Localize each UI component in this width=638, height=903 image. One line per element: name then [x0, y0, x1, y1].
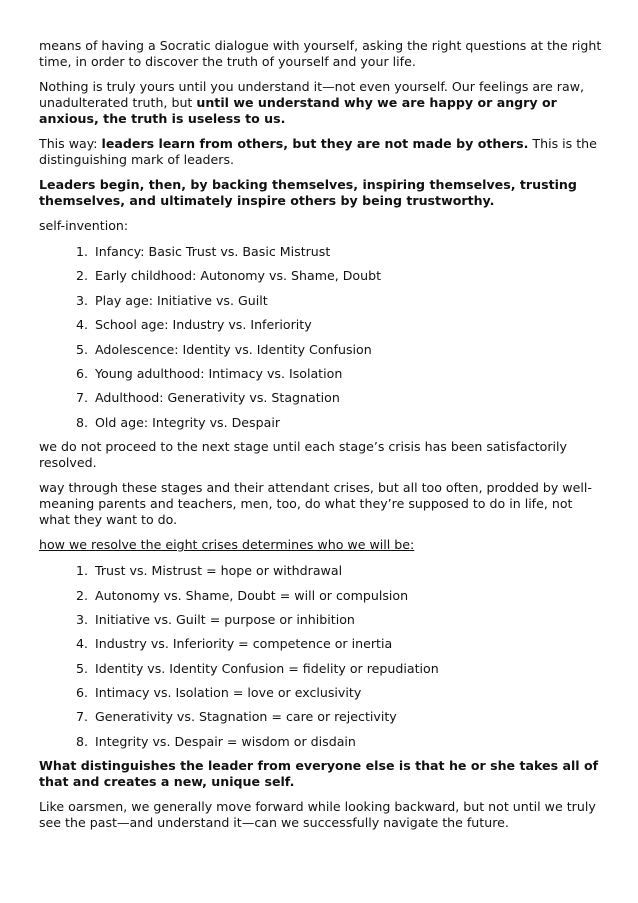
list-item: [76, 685, 605, 701]
paragraph-text: we do not proceed to the next stage until each stage’s crisis has been satisfactorily resolved.: [39, 439, 567, 471]
list-item-text: Young adulthood: Intimacy vs. Isolation: [95, 365, 343, 381]
list-item-text: Infancy: Basic Trust vs. Basic Mistrust: [95, 244, 331, 259]
list-item: [76, 612, 605, 628]
list-item-number: 1.: [76, 563, 89, 579]
list-item-text: Adolescence: Identity vs. Identity Confusion: [95, 341, 372, 357]
list-item-text: Intimacy vs. Isolation = love or exclusivity: [95, 685, 362, 701]
list-item-text: Autonomy vs. Shame, Doubt = will or compulsion: [95, 587, 409, 603]
list-item: [76, 342, 605, 358]
list-item: [76, 366, 605, 382]
list-item-number: 7.: [76, 390, 89, 406]
paragraph-text: This way:: [39, 136, 102, 151]
paragraph-attendant-crises: [39, 480, 605, 528]
list-item-number: 3.: [76, 611, 89, 627]
list-item: [76, 415, 605, 431]
paragraph-bold-text: What distinguishes the leader from everyone else is that he or she takes all of that and creates a new, unique self.: [39, 758, 599, 790]
list-item-number: 3.: [76, 292, 89, 308]
list-item: [76, 268, 605, 284]
paragraph-bold-text: until we understand why we are happy or angry or anxious, the truth is useless to us.: [39, 95, 557, 126]
paragraph-text: self-invention:: [39, 218, 129, 233]
paragraph-next-stage: [39, 439, 605, 471]
paragraph-this-way: [39, 136, 605, 168]
list-item-number: 5.: [76, 660, 89, 676]
list-item-text: School age: Industry vs. Inferiority: [95, 317, 312, 333]
list-item-number: 4.: [76, 636, 89, 652]
list-item-number: 8.: [76, 733, 89, 749]
outcomes-list: [39, 563, 605, 750]
list-item: [76, 390, 605, 406]
list-item-text: Industry vs. Inferiority = competence or inertia: [95, 636, 393, 652]
list-item-number: 2.: [76, 587, 89, 603]
list-item-text: Early childhood: Autonomy vs. Shame, Doubt: [95, 268, 382, 284]
stages-list: [39, 244, 605, 431]
list-item-text: Old age: Integrity vs. Despair: [95, 414, 280, 430]
list-item-number: 2.: [76, 268, 89, 284]
list-item: [76, 661, 605, 677]
paragraph-bold-text: Leaders begin, then, by backing themselves, inspiring themselves, trusting themselves, and ultimately inspire others by being trustworthy.: [39, 177, 577, 208]
paragraph-text: Nothing is truly yours until you understand it—not even yourself. Our feelings are raw, unadulterated truth, but: [39, 79, 584, 110]
list-item-text: Generativity vs. Stagnation = care or rejectivity: [95, 709, 397, 725]
list-item: [76, 317, 605, 333]
list-item-number: 1.: [76, 244, 89, 259]
list-item: [76, 709, 605, 725]
list-item-text: Identity vs. Identity Confusion = fidelity or repudiation: [95, 660, 439, 676]
paragraph-eight-crises: [39, 537, 605, 553]
list-item-text: Trust vs. Mistrust = hope or withdrawal: [95, 563, 343, 579]
paragraph-self-invention: [39, 218, 605, 234]
paragraph-text: way through these stages and their attendant crises, but all too often, prodded by well-meaning parents and teachers, men, too, do what they’re supposed to do in life, not what they want to do.: [39, 480, 592, 528]
list-item: [76, 636, 605, 652]
list-item-number: 6.: [76, 685, 89, 701]
list-item: [76, 563, 605, 579]
paragraph-oarsmen: [39, 799, 605, 831]
paragraph-socratic-dialogue: [39, 38, 605, 70]
list-item-text: Initiative vs. Guilt = purpose or inhibition: [95, 611, 355, 627]
list-item: [76, 588, 605, 604]
paragraph-text: This is the distinguishing mark of leaders.: [39, 136, 597, 167]
list-item-text: Adulthood: Generativity vs. Stagnation: [95, 390, 340, 406]
list-item-number: 5.: [76, 341, 89, 357]
paragraph-leader-distinguishes: [39, 758, 605, 790]
list-item-text: Integrity vs. Despair = wisdom or disdain: [95, 733, 356, 749]
paragraph-text: means of having a Socratic dialogue with yourself, asking the right questions at the right time, in order to discover the truth of yourself and your life.: [39, 38, 602, 69]
list-item-number: 4.: [76, 317, 89, 333]
paragraph-bold-text: leaders learn from others, but they are not made by others.: [101, 136, 529, 151]
paragraph-underlined-text: how we resolve the eight crises determines who we will be:: [39, 537, 415, 553]
paragraph-leaders-begin: [39, 177, 605, 209]
list-item: [76, 734, 605, 750]
paragraph-truly-yours: [39, 79, 605, 127]
page-content: [39, 38, 605, 840]
list-item: [76, 293, 605, 309]
list-item-number: 7.: [76, 709, 89, 725]
list-item-number: 8.: [76, 414, 89, 430]
paragraph-text: Like oarsmen, we generally move forward while looking backward, but not until we truly see the past—and understand it—can we successfully navigate the future.: [39, 799, 596, 831]
list-item-text: Play age: Initiative vs. Guilt: [95, 292, 268, 308]
list-item-number: 6.: [76, 365, 89, 381]
list-item: [76, 244, 605, 260]
